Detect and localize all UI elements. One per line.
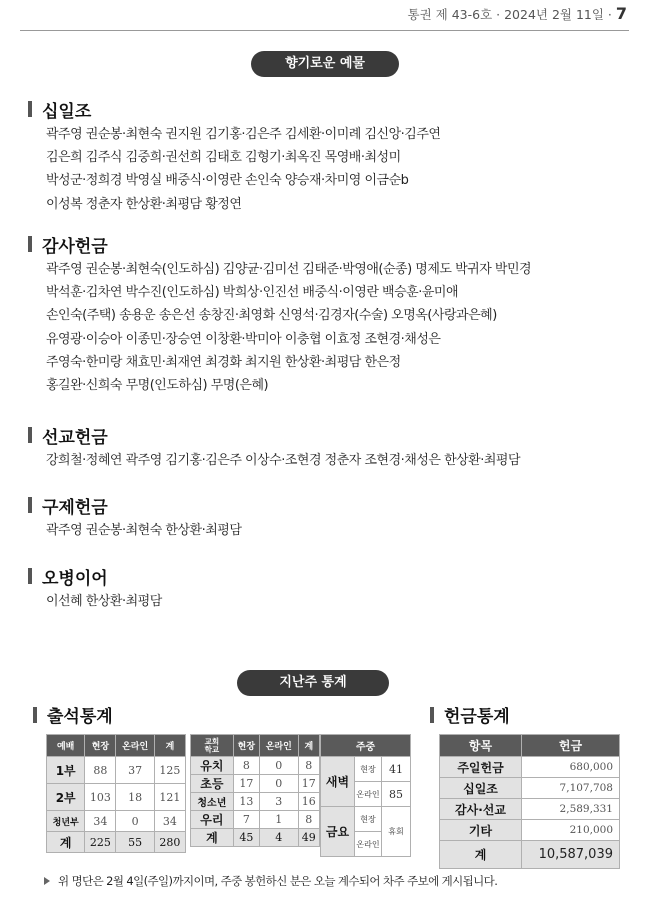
name-line: 주영숙·한미랑 채효민·최재연 최경화 최지원 한상환·최평담 한은정 (46, 354, 401, 370)
section-title-text: 오병이어 (42, 568, 108, 589)
column-header: 온라인 (116, 735, 154, 757)
row-label: 초등 (191, 775, 234, 793)
name-list (46, 258, 628, 397)
section-bar (33, 707, 37, 723)
section-bar (28, 497, 32, 513)
name-list (46, 123, 628, 216)
total-row (47, 832, 186, 853)
table-cell: 34 (85, 811, 116, 832)
section-tithe (28, 98, 628, 216)
row-label: 주일헌금 (440, 757, 522, 778)
table-row (191, 811, 320, 829)
row-label: 유치 (191, 757, 234, 775)
table-row (47, 811, 186, 832)
sub-label: 온라인 (355, 832, 382, 857)
offering-stats-title (430, 702, 510, 727)
row-label: 1부 (47, 757, 85, 784)
table-cell: 1 (259, 811, 298, 829)
section-bar (430, 707, 434, 723)
row-label: 십일조 (440, 778, 522, 799)
name-line: 박석훈·김차연 박수진(인도하심) 박희상·인진선 배중식·이영란 백승훈·윤미애 (46, 285, 459, 301)
table-row (321, 807, 411, 832)
table-cell: 45 (233, 829, 259, 847)
sub-label: 현장 (355, 757, 382, 782)
table-row (191, 793, 320, 811)
offering-stats-table (439, 734, 620, 869)
table-cell: 10,587,039 (522, 841, 620, 869)
name-line: 손인숙(주택) 송용운 송은선 송창진·최영화 신영석·김경자(수술) 오명옥(사랑과은혜) (46, 308, 497, 324)
table-cell: 0 (116, 811, 154, 832)
row-label: 금요 (321, 807, 355, 857)
name-line: 김은희 김주식 김중희·권선희 김태호 김형기·최옥진 목영배·최성미 (46, 150, 401, 166)
section-mission (28, 424, 628, 472)
row-label: 계 (191, 829, 234, 847)
table-cell: 680,000 (522, 757, 620, 778)
name-line: 곽주영 권순봉·최현숙 한상환·최평담 (46, 523, 242, 538)
footnote (44, 873, 497, 889)
table-cell: 0 (259, 757, 298, 775)
table-cell: 8 (298, 811, 319, 829)
name-line: 곽주영 권순봉·최현숙 권지원 김기홍·김은주 김세환·이미례 김신앙·김주연 (46, 127, 441, 142)
page-header (408, 4, 627, 23)
footnote-text: 위 명단은 2월 4일(주일)까지이며, 주중 봉헌하신 분은 오늘 계수되어 차주 주보에 게시됩니다. (58, 874, 498, 888)
section-title (28, 233, 628, 255)
table-row (440, 820, 620, 841)
table-cell: 280 (154, 832, 185, 853)
offering-stats-title-text: 헌금통계 (444, 707, 510, 727)
table-cell: 125 (154, 757, 185, 784)
section-title-text: 십일조 (42, 101, 92, 122)
section-bar (28, 568, 32, 584)
table-row (440, 778, 620, 799)
table-cell: 37 (116, 757, 154, 784)
page-number: 7 (615, 4, 627, 23)
table-cell: 17 (298, 775, 319, 793)
column-header: 온라인 (259, 735, 298, 757)
column-header: 예배 (47, 735, 85, 757)
table-cell-note: 휴회 (382, 807, 411, 857)
sub-label: 현장 (355, 807, 382, 832)
table-cell: 49 (298, 829, 319, 847)
table-cell: 17 (233, 775, 259, 793)
section-bar (28, 236, 32, 252)
name-list (46, 590, 628, 613)
header-divider (20, 30, 629, 31)
table-cell: 225 (85, 832, 116, 853)
row-label: 계 (440, 841, 522, 869)
name-line: 홍길완·신희숙 무명(인도하심) 무명(은혜) (46, 378, 269, 394)
row-label: 기타 (440, 820, 522, 841)
table-cell: 0 (259, 775, 298, 793)
issue-info: 통권 제 43-6호 · 2024년 2월 11일 · (407, 7, 616, 22)
table-row (440, 757, 620, 778)
table-cell: 2,589,331 (522, 799, 620, 820)
column-header: 헌금 (522, 735, 620, 757)
table-cell: 3 (259, 793, 298, 811)
table-row (47, 784, 186, 811)
section-relief (28, 494, 628, 542)
section-title (28, 424, 628, 446)
section-title-text: 감사헌금 (42, 236, 108, 257)
name-list (46, 519, 628, 542)
column-header: 항목 (440, 735, 522, 757)
row-label: 청소년 (191, 793, 234, 811)
section-title (28, 565, 628, 587)
offerings-banner: 향기로운 예물 (251, 51, 399, 77)
column-header: 주중 (321, 735, 411, 757)
attendance-title-text: 출석통계 (47, 707, 113, 727)
table-cell: 16 (298, 793, 319, 811)
name-line: 강희철·정혜연 곽주영 김기홍·김은주 이상수·조현경 정춘자 조현경·채성은 한상환·최평담 (46, 453, 521, 468)
column-header: 교회 학교 (191, 735, 234, 757)
row-label: 2부 (47, 784, 85, 811)
name-line: 박성군·정희경 박영실 배중식·이영란 손인숙 양승재·차미영 이금순b (46, 173, 409, 189)
section-title (28, 98, 628, 120)
name-list (46, 449, 628, 472)
name-line: 유영광·이승아 이종민·장승연 이창환·박미아 이충협 이효정 조현경·채성은 (46, 331, 441, 347)
weekday-table (320, 734, 411, 857)
table-cell: 8 (298, 757, 319, 775)
table-cell: 85 (382, 782, 411, 807)
table-row (191, 775, 320, 793)
table-cell: 4 (259, 829, 298, 847)
table-row (321, 757, 411, 782)
table-row (440, 799, 620, 820)
section-bar (28, 427, 32, 443)
section-bar (28, 101, 32, 117)
sub-label: 온라인 (355, 782, 382, 807)
row-label: 감사·선교 (440, 799, 522, 820)
attendance-table (46, 734, 186, 853)
column-header: 현장 (233, 735, 259, 757)
attendance-title (33, 702, 113, 727)
column-header: 현장 (85, 735, 116, 757)
name-line: 이선혜 한상환·최평담 (46, 594, 162, 609)
row-label: 계 (47, 832, 85, 853)
table-cell: 55 (116, 832, 154, 853)
table-cell: 34 (154, 811, 185, 832)
column-header: 계 (154, 735, 185, 757)
section-thanksgiving (28, 233, 628, 397)
section-five-loaves (28, 565, 628, 613)
table-cell: 8 (233, 757, 259, 775)
table-cell: 41 (382, 757, 411, 782)
table-cell: 7 (233, 811, 259, 829)
table-cell: 13 (233, 793, 259, 811)
table-row (47, 757, 186, 784)
section-title (28, 494, 628, 516)
table-cell: 18 (116, 784, 154, 811)
row-label: 새벽 (321, 757, 355, 807)
table-cell: 103 (85, 784, 116, 811)
total-row (440, 841, 620, 869)
church-school-table (190, 734, 320, 847)
total-row (191, 829, 320, 847)
table-row (191, 757, 320, 775)
name-line: 곽주영 권순봉·최현숙(인도하심) 김양균·김미선 김태준·박영애(순종) 명제도 박귀자 박민경 (46, 262, 532, 277)
section-title-text: 구제헌금 (42, 497, 108, 518)
table-cell: 7,107,708 (522, 778, 620, 799)
name-line: 이성복 정춘자 한상환·최평담 황정연 (46, 196, 242, 212)
row-label: 우리 (191, 811, 234, 829)
table-cell: 121 (154, 784, 185, 811)
column-header: 계 (298, 735, 319, 757)
table-cell: 210,000 (522, 820, 620, 841)
table-cell: 88 (85, 757, 116, 784)
section-title-text: 선교헌금 (42, 427, 108, 448)
stats-banner: 지난주 통계 (237, 670, 389, 696)
row-label: 청년부 (47, 811, 85, 832)
triangle-bullet-icon (44, 877, 50, 885)
